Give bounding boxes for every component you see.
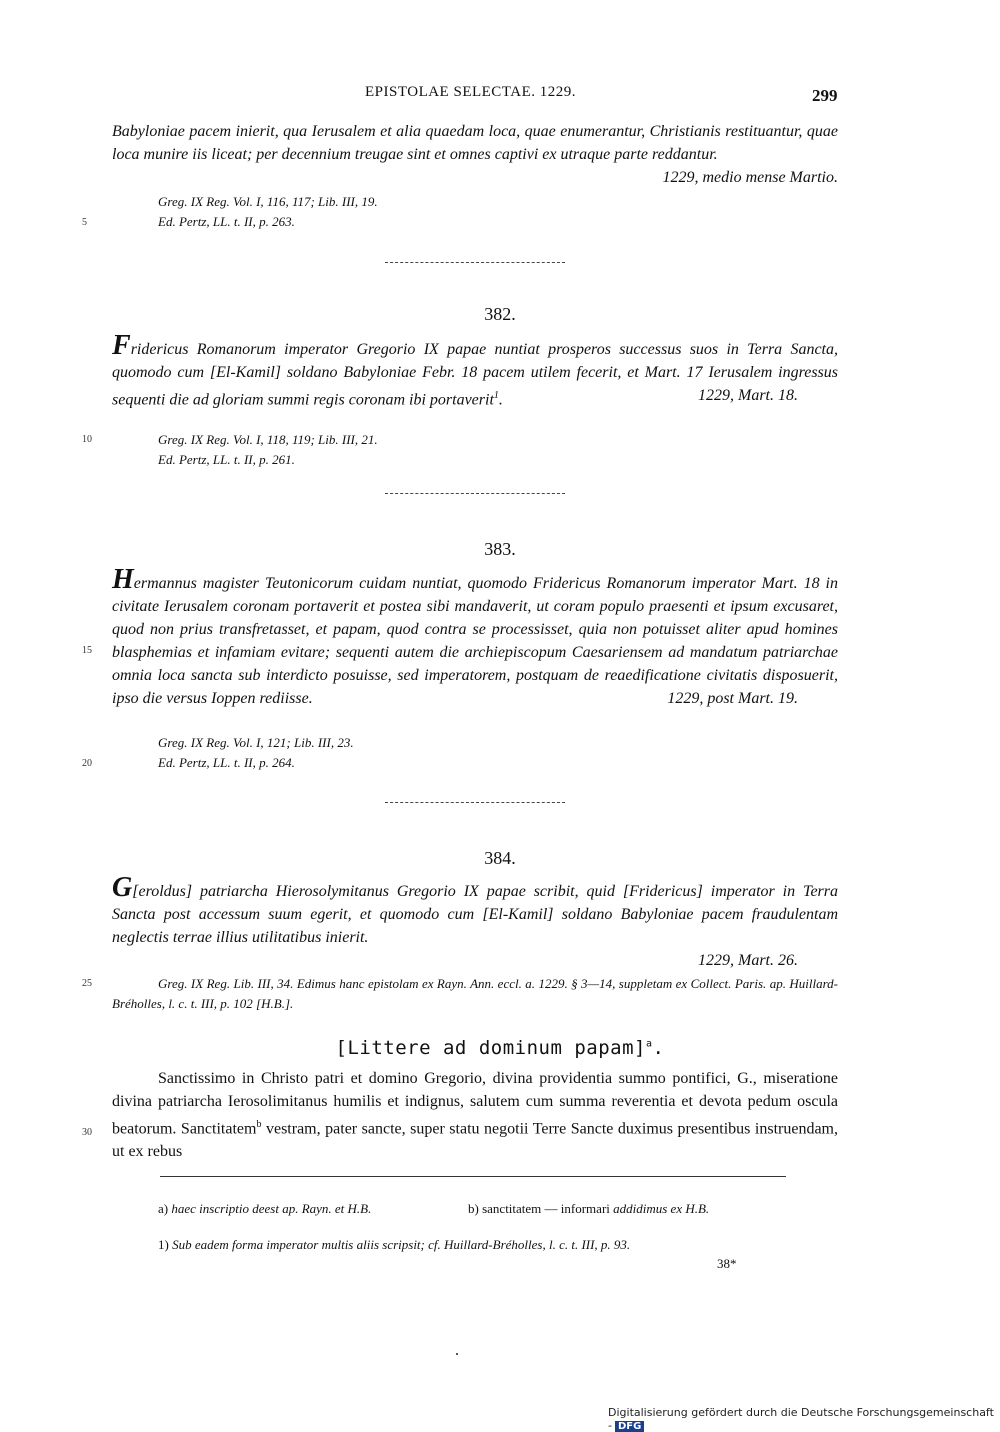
footnote-b [468,1201,709,1217]
footnote-b-text-1: sanctitatem — informari [482,1201,610,1216]
prev-entry-ref-1: Greg. IX Reg. Vol. I, 116, 117; Lib. III, 19. [158,194,378,209]
footnote-marker: a [645,1038,653,1050]
line-number: 10 [82,434,92,445]
line-number: 20 [82,758,92,769]
line-number: 15 [82,645,92,656]
line-number: 25 [82,978,92,989]
footnote-a-text: haec inscriptio deest ap. Rayn. et H.B. [171,1201,372,1216]
entry-383-ref-2: Ed. Pertz, LL. t. II, p. 264. [158,755,295,770]
footnote-b-mark: b) [468,1201,479,1216]
dfg-notice-text: Digitalisierung gefördert durch die Deutsche Forschungsgemeinschaft - [608,1406,994,1432]
entry-383-ref-1: Greg. IX Reg. Vol. I, 121; Lib. III, 23. [158,735,354,750]
line-number: 30 [82,1127,92,1138]
footnote-b-text-2: addidimus ex H.B. [613,1201,710,1216]
section-separator [385,802,565,803]
scan-speck [456,1353,458,1355]
entry-384-date: 1229, Mart. 26. [698,952,798,969]
entry-383-date: 1229, post Mart. 19. [667,690,798,707]
footnote-rule [160,1176,786,1177]
letter-body [112,1067,838,1163]
letter-body-text-1: Sanctissimo in Christo patri et domino Gregorio, divina providentia summo pontifici, G., miseratione divina patriarcha Ierosolimitanus humilis et indignus, salutem cum summa reverentia et devota pedum oscula beatorum. Sanctitatem [112,1070,838,1138]
entry-382-ref-2: Ed. Pertz, LL. t. II, p. 261. [158,452,295,467]
entry-382-date: 1229, Mart. 18. [698,387,798,404]
letter-body-text-2: vestram, pater sancte, super statu negotii Terre Sancte duximus presentibus instruendam, ut ex rebus [112,1120,839,1161]
dfg-logo: DFG [615,1421,644,1432]
section-separator [385,493,565,494]
entry-number: 384. [484,848,516,868]
prev-entry-summary [112,120,838,189]
running-head-title: EPISTOLAE SELECTAE. 1229. [365,84,577,100]
prev-entry-ref-2: Ed. Pertz, LL. t. II, p. 263. [158,214,295,229]
entry-383-summary [112,564,838,710]
letter-title-text: [Littere ad dominum papam] [335,1037,646,1059]
footnote-marker: 1 [493,390,499,401]
footnote-1 [158,1237,630,1253]
dfg-notice [608,1406,1000,1432]
entry-initial: F [112,330,131,361]
footnote-1-text: Sub eadem forma imperator multis aliis scripsit; cf. Huillard-Bréholles, l. c. t. III, p. 93. [172,1237,631,1252]
running-head [0,84,1000,108]
entry-384-text: [eroldus] patriarcha Hierosolymitanus Gregorio IX papae scribit, quid [Fridericus] imperator in Terra Sancta post accessum suum egerit, et quomodo cum [El-Kamil] soldano Babyloniae pacem fraudulentam neglectis terrae illius utilitatibus inierit. [112,883,838,946]
prev-entry-text: Babyloniae pacem inierit, qua Ierusalem et alia quaedam loca, quae enumerantur, Christianis restituantur, quae loca munire iis liceat; per decennium treugae sint et omnes captivi ex utraque parte reddantur. [112,123,838,163]
footnote-a-mark: a) [158,1201,169,1216]
entry-initial: G [112,872,133,903]
entry-382-text: ridericus Romanorum imperator Gregorio IX papae nuntiat prosperos successus suos in Terra Sancta, quomodo cum [El-Kamil] soldano Babyloniae Febr. 18 pacem utilem fecerit, et Mart. 17 Ierusalem ingressus sequenti die ad gloriam summi regis coronam ibi portaverit [112,341,838,409]
prev-entry-date: 1229, medio mense Martio. [662,169,838,186]
footnote-1-mark: 1) [158,1237,169,1252]
entry-384-summary [112,872,838,972]
signature-mark: 38* [717,1256,737,1271]
entry-384-ref: Greg. IX Reg. Lib. III, 34. Edimus hanc epistolam ex Rayn. Ann. eccl. a. 1229. § 3—14, suppletam ex Collect. Paris. ap. Huillard-Bréholles, l. c. t. III, p. 102 [H.B.]. [112,976,838,1011]
entry-number: 382. [484,304,516,324]
footnote-a [158,1201,371,1217]
entry-383-text: ermannus magister Teutonicorum cuidam nuntiat, quomodo Fridericus Romanorum imperator Mart. 18 in civitate Ierusalem coronam portaverit et postea sibi mandaverit, ut coram populo praesenti et ipsum excusaret, quod non prius transfretasset, et papam, quod contra se processisset, quia non potuisset aliter apud homines blasphemias et infamiam evitare; sequenti autem die archiepiscopum Caesariensem ad mandatum patriarchae omnia loca sancta sub interdicto posuisse, sed imperatorem, postquam de reaedificatione civitatis disposuerit, ipso die versus Ioppen rediisse. [112,575,838,707]
letter-title: [Littere ad dominum papam]$^a$. [335,1037,665,1059]
footnote-marker: b [256,1119,262,1130]
line-number: 5 [82,217,87,228]
entry-number: 383. [484,539,516,559]
page-number: 299 [812,86,838,105]
section-separator [385,262,565,263]
entry-initial: H [112,564,134,595]
entry-382-ref-1: Greg. IX Reg. Vol. I, 118, 119; Lib. III, 21. [158,432,378,447]
entry-382-summary: Fridericus Romanorum imperator Gregorio IX papae nuntiat prosperos successus suos in Terra Sancta, quomodo cum [El-Kamil] soldano Babyloniae Febr. 18 pacem utilem fecerit, et Mart. 17 Ierusalem ingressus sequenti die ad gloriam summi regis coronam ibi portaverit$^1$. 1229, Mart. 18. [112,330,838,409]
